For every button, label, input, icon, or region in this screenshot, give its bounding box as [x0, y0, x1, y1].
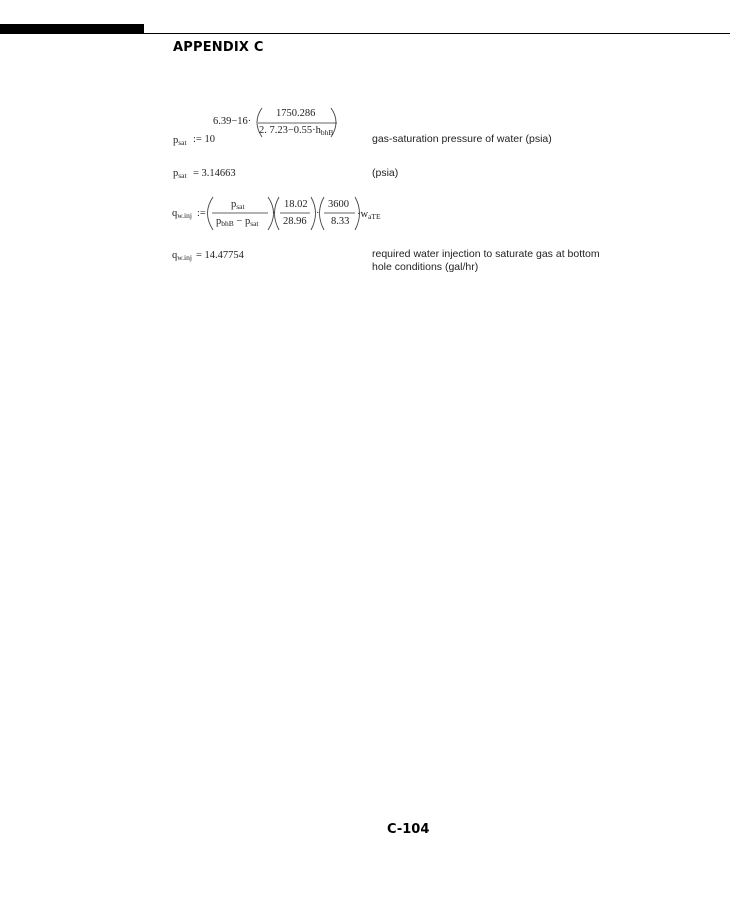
eq3-assign: := — [197, 208, 206, 219]
eq3-lhs: $q_{w.inj}$ — [172, 208, 192, 220]
eq1-numerator: 1750.286 — [276, 108, 316, 119]
eq1-note: gas-saturation pressure of water (psia) — [372, 133, 552, 145]
eq4-note-line2: hole conditions (gal/hr) — [372, 261, 479, 273]
eq2-lhs: $p_{sat}$ — [173, 168, 187, 180]
eq1-denominator: 2. $7.23-0.55\cdot h_{bhB}$ — [259, 125, 334, 137]
appendix-title: APPENDIX C — [173, 40, 264, 55]
eq3-paren1-left — [208, 197, 214, 230]
eq3-tail: $\cdot w_{aTE}$ — [357, 209, 381, 221]
eq3-paren2-right — [311, 197, 316, 230]
eq2-note: (psia) — [372, 167, 399, 179]
eq3-frac3-denominator: 8.33 — [331, 216, 350, 227]
eq3-frac2-denominator: 28.96 — [283, 216, 307, 227]
eq4-lhs: $q_{w.inj}$ — [172, 250, 192, 262]
eq1-lhs: $p_{sat}$ — [173, 135, 187, 147]
eq3-dot-1: · — [272, 208, 276, 219]
eq4-value: = 14.47754 — [196, 250, 244, 261]
eq3-dot-2: · — [316, 208, 320, 219]
eq3-frac3-numerator: 3600 — [328, 199, 349, 210]
eq4-note — [372, 248, 600, 274]
eq2-value: = 3.14663 — [193, 168, 236, 179]
eq3-paren3-left — [320, 197, 325, 230]
eq3-frac2-numerator: 18.02 — [284, 199, 308, 210]
eq1-assign: := 10 — [193, 134, 215, 145]
eq4-note-line1: required water injection to saturate gas at bottom — [372, 248, 600, 260]
page-number: C-104 — [387, 822, 430, 837]
eq3-frac1-denominator: $p_{bhB} - p_{sat}$ — [216, 216, 259, 228]
eq3-frac1-numerator: $p_{sat}$ — [231, 199, 245, 211]
eq1-exponent-prefix: 6.39−16· — [213, 116, 252, 127]
